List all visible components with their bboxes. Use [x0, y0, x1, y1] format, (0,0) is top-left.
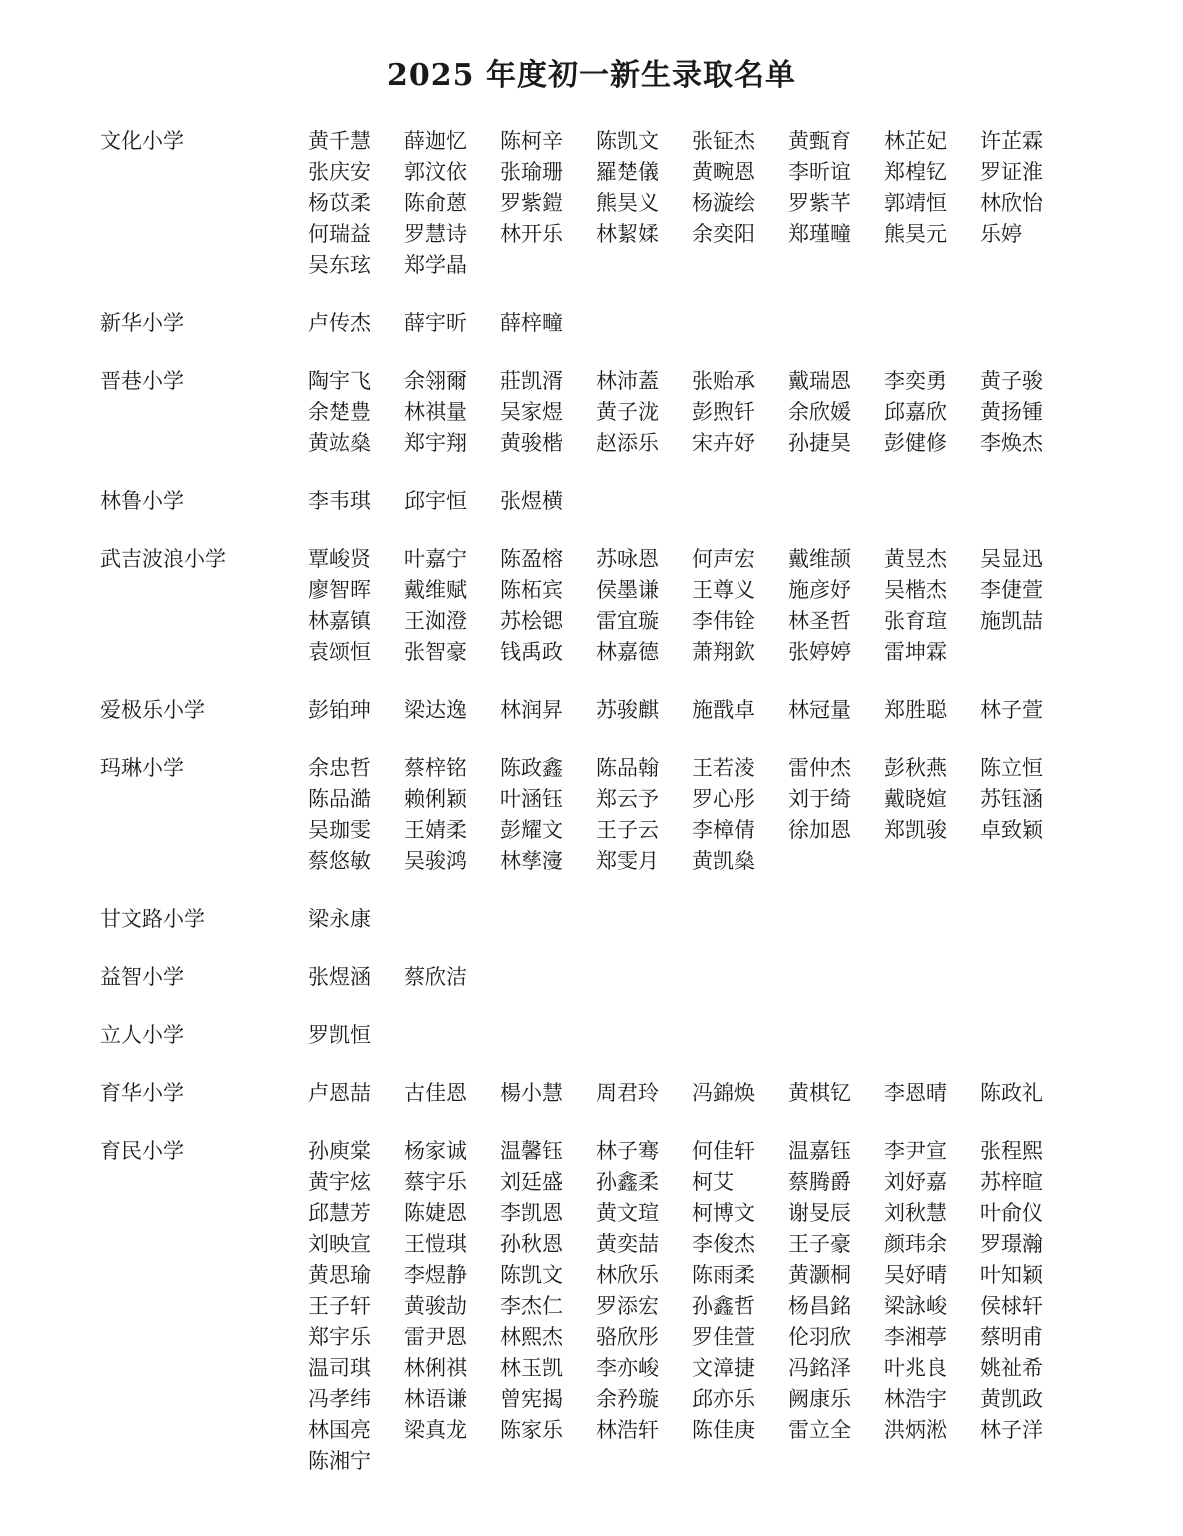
student-name: 余忠哲 — [308, 756, 371, 780]
student-name: 钱禹政 — [500, 640, 563, 664]
student-name: 林子萱 — [980, 698, 1043, 722]
student-name: 李尹宣 — [884, 1139, 947, 1163]
student-name: 陈品翰 — [596, 756, 659, 780]
student-name: 李焕杰 — [980, 431, 1043, 455]
student-name: 陶宇飞 — [308, 369, 371, 393]
student-name: 李凯恩 — [500, 1201, 563, 1225]
student-name: 张婷婷 — [788, 640, 851, 664]
student-name: 叶知颖 — [980, 1263, 1043, 1287]
student-name: 黄思瑜 — [308, 1263, 371, 1287]
school-name: 林鲁小学 — [100, 489, 184, 513]
student-name: 林孳濅 — [500, 849, 563, 873]
student-name: 陈俞蒽 — [404, 191, 467, 215]
student-name: 孙捷昊 — [788, 431, 851, 455]
student-name: 李煜静 — [404, 1263, 467, 1287]
student-name: 黄文瑄 — [596, 1201, 659, 1225]
student-name: 阙康乐 — [788, 1387, 851, 1411]
student-name: 雷坤霖 — [884, 640, 947, 664]
student-name: 林润昇 — [500, 698, 563, 722]
student-name: 郑学晶 — [404, 253, 467, 277]
school-name: 立人小学 — [100, 1023, 184, 1047]
student-name: 吴骏鸿 — [404, 849, 467, 873]
student-name: 王子云 — [596, 818, 659, 842]
student-name: 卢恩喆 — [308, 1081, 371, 1105]
student-name: 文漳捷 — [692, 1356, 755, 1380]
student-name: 邱嘉欣 — [884, 400, 947, 424]
student-name: 黄宇炫 — [308, 1170, 371, 1194]
student-name: 侯梂轩 — [980, 1294, 1043, 1318]
student-name: 林国亮 — [308, 1418, 371, 1442]
student-name: 吴妤晴 — [884, 1263, 947, 1287]
student-name: 骆欣彤 — [596, 1325, 659, 1349]
student-name: 黄千慧 — [308, 129, 371, 153]
student-name: 林芷妃 — [884, 129, 947, 153]
school-name: 文化小学 — [100, 129, 184, 153]
student-name: 罗慧诗 — [404, 222, 467, 246]
student-name: 羅楚儀 — [596, 160, 659, 184]
student-name: 吴楷杰 — [884, 578, 947, 602]
student-name-list — [308, 695, 1078, 726]
student-name: 邱亦乐 — [692, 1387, 755, 1411]
student-name: 林熙杰 — [500, 1325, 563, 1349]
student-name: 施凯喆 — [980, 609, 1043, 633]
student-name: 黄畹恩 — [692, 160, 755, 184]
student-name: 卓致颖 — [980, 818, 1043, 842]
student-name-list — [308, 904, 1078, 935]
student-name: 刘于绮 — [788, 787, 851, 811]
student-name-list — [308, 544, 1078, 668]
student-name: 雷立全 — [788, 1418, 851, 1442]
student-name: 孙鑫哲 — [692, 1294, 755, 1318]
student-name: 郑雯月 — [596, 849, 659, 873]
student-name: 黄灏桐 — [788, 1263, 851, 1287]
student-name: 林嘉镇 — [308, 609, 371, 633]
student-name: 蔡宇乐 — [404, 1170, 467, 1194]
student-name: 林絜媃 — [596, 222, 659, 246]
student-name: 柯艾 — [692, 1170, 734, 1194]
student-name: 叶嘉宁 — [404, 547, 467, 571]
student-name: 王若淩 — [692, 756, 755, 780]
student-name: 薛宇昕 — [404, 311, 467, 335]
student-name: 黄凯燊 — [692, 849, 755, 873]
student-name: 孙庾棠 — [308, 1139, 371, 1163]
school-section — [0, 1136, 1183, 1504]
student-name: 戴维赋 — [404, 578, 467, 602]
student-name: 徐加恩 — [788, 818, 851, 842]
student-name: 余欣媛 — [788, 400, 851, 424]
student-name: 郑凯骏 — [884, 818, 947, 842]
school-section — [0, 126, 1183, 308]
student-name: 张庆安 — [308, 160, 371, 184]
student-name: 陈雨柔 — [692, 1263, 755, 1287]
student-name: 薛迦忆 — [404, 129, 467, 153]
student-name: 郭靖恒 — [884, 191, 947, 215]
student-name: 蔡腾爵 — [788, 1170, 851, 1194]
school-list — [0, 126, 1183, 1504]
student-name: 雷尹恩 — [404, 1325, 467, 1349]
student-name: 叶涵钰 — [500, 787, 563, 811]
student-name: 林浩轩 — [596, 1418, 659, 1442]
student-name: 黄棋钇 — [788, 1081, 851, 1105]
student-name: 黄凯政 — [980, 1387, 1043, 1411]
student-name: 廖智晖 — [308, 578, 371, 602]
student-name: 林冠量 — [788, 698, 851, 722]
student-name: 柯博文 — [692, 1201, 755, 1225]
student-name: 黄子泷 — [596, 400, 659, 424]
student-name: 王愷琪 — [404, 1232, 467, 1256]
student-name: 楊小慧 — [500, 1081, 563, 1105]
student-name: 蔡欣洁 — [404, 965, 467, 989]
student-name: 蔡明甫 — [980, 1325, 1043, 1349]
student-name: 林浩宇 — [884, 1387, 947, 1411]
student-name: 陈盈榕 — [500, 547, 563, 571]
student-name: 古佳恩 — [404, 1081, 467, 1105]
student-name: 林欣怡 — [980, 191, 1043, 215]
student-name: 黄骏劼 — [404, 1294, 467, 1318]
student-name: 余奕阳 — [692, 222, 755, 246]
student-name: 乐婷 — [980, 222, 1022, 246]
student-name: 李倢萱 — [980, 578, 1043, 602]
student-name: 彭健修 — [884, 431, 947, 455]
school-section — [0, 1078, 1183, 1136]
student-name: 王子轩 — [308, 1294, 371, 1318]
student-name: 余矜璇 — [596, 1387, 659, 1411]
student-name: 杨家诚 — [404, 1139, 467, 1163]
student-name: 梁真龙 — [404, 1418, 467, 1442]
student-name: 张程熙 — [980, 1139, 1043, 1163]
student-name: 林沛蓋 — [596, 369, 659, 393]
student-name: 孙鑫柔 — [596, 1170, 659, 1194]
student-name: 林欣乐 — [596, 1263, 659, 1287]
student-name: 何佳轩 — [692, 1139, 755, 1163]
school-section — [0, 1020, 1183, 1078]
school-section — [0, 962, 1183, 1020]
student-name: 赵添乐 — [596, 431, 659, 455]
student-name: 冯孝纬 — [308, 1387, 371, 1411]
student-name: 梁达逸 — [404, 698, 467, 722]
student-name: 郑宇乐 — [308, 1325, 371, 1349]
student-name: 李昕谊 — [788, 160, 851, 184]
student-name: 陈立恒 — [980, 756, 1043, 780]
school-name: 育华小学 — [100, 1081, 184, 1105]
student-name: 陈政礼 — [980, 1081, 1043, 1105]
page-title: 2025 年度初一新生录取名单 — [387, 58, 796, 93]
student-name: 苏钰涵 — [980, 787, 1043, 811]
student-name: 张煜涵 — [308, 965, 371, 989]
student-name: 罗璟瀚 — [980, 1232, 1043, 1256]
student-name-list — [308, 126, 1078, 281]
student-name: 宋卉妤 — [692, 431, 755, 455]
student-name: 彭煦钎 — [692, 400, 755, 424]
school-section — [0, 486, 1183, 544]
student-name: 郑宇翔 — [404, 431, 467, 455]
student-name: 梁詠峻 — [884, 1294, 947, 1318]
student-name: 何声宏 — [692, 547, 755, 571]
student-name: 熊昊元 — [884, 222, 947, 246]
student-name: 陈家乐 — [500, 1418, 563, 1442]
student-name: 张育瑄 — [884, 609, 947, 633]
student-name: 郑瑾疃 — [788, 222, 851, 246]
student-name: 苏梓暄 — [980, 1170, 1043, 1194]
student-name: 萧翔欽 — [692, 640, 755, 664]
student-name: 陈凯文 — [596, 129, 659, 153]
student-name: 林俐祺 — [404, 1356, 467, 1380]
student-name: 王婧柔 — [404, 818, 467, 842]
student-name: 颜玮余 — [884, 1232, 947, 1256]
student-name: 陈佳庚 — [692, 1418, 755, 1442]
student-name: 彭秋燕 — [884, 756, 947, 780]
student-name: 许芷霖 — [980, 129, 1043, 153]
student-name: 陈品澔 — [308, 787, 371, 811]
student-name-list — [308, 1078, 1078, 1109]
student-name: 罗心彤 — [692, 787, 755, 811]
student-name: 李伟铨 — [692, 609, 755, 633]
school-name: 育民小学 — [100, 1139, 184, 1163]
student-name: 黄甄育 — [788, 129, 851, 153]
student-name: 蔡悠敏 — [308, 849, 371, 873]
student-name-list — [308, 366, 1078, 459]
student-name: 陈政鑫 — [500, 756, 563, 780]
student-name: 吴显迅 — [980, 547, 1043, 571]
student-name: 郑云予 — [596, 787, 659, 811]
student-name: 邱慧芳 — [308, 1201, 371, 1225]
student-name: 洪炳淞 — [884, 1418, 947, 1442]
student-name: 罗添宏 — [596, 1294, 659, 1318]
student-name-list — [308, 1020, 1078, 1051]
student-name: 刘妤嘉 — [884, 1170, 947, 1194]
student-name-list — [308, 486, 1078, 517]
student-name: 陈湘宁 — [308, 1449, 371, 1473]
student-name: 杨苡柔 — [308, 191, 371, 215]
student-name: 莊凯湑 — [500, 369, 563, 393]
student-name: 赖俐颖 — [404, 787, 467, 811]
student-name: 黄骏楷 — [500, 431, 563, 455]
student-name: 叶兆良 — [884, 1356, 947, 1380]
student-name-list — [308, 753, 1078, 877]
student-name: 张智豪 — [404, 640, 467, 664]
student-name: 苏咏恩 — [596, 547, 659, 571]
student-name: 谢旻辰 — [788, 1201, 851, 1225]
student-name: 罗佳萱 — [692, 1325, 755, 1349]
student-name: 戴瑞恩 — [788, 369, 851, 393]
student-name: 黄竑燊 — [308, 431, 371, 455]
student-name: 姚祉希 — [980, 1356, 1043, 1380]
student-name: 陈凯文 — [500, 1263, 563, 1287]
student-name: 黄昱杰 — [884, 547, 947, 571]
student-name: 林语谦 — [404, 1387, 467, 1411]
student-name: 陈柯辛 — [500, 129, 563, 153]
student-name: 彭耀文 — [500, 818, 563, 842]
student-name: 戴维颉 — [788, 547, 851, 571]
student-name: 熊昊义 — [596, 191, 659, 215]
student-name: 李韦琪 — [308, 489, 371, 513]
student-name: 周君玲 — [596, 1081, 659, 1105]
student-name: 罗紫芊 — [788, 191, 851, 215]
student-name: 温嘉钰 — [788, 1139, 851, 1163]
student-name: 冯錦焕 — [692, 1081, 755, 1105]
student-name: 邱宇恒 — [404, 489, 467, 513]
student-name: 林玉凯 — [500, 1356, 563, 1380]
student-name: 林圣哲 — [788, 609, 851, 633]
student-name: 杨漩绘 — [692, 191, 755, 215]
student-name: 苏桧锶 — [500, 609, 563, 633]
student-name: 林嘉德 — [596, 640, 659, 664]
student-name: 林祺量 — [404, 400, 467, 424]
student-name: 梁永康 — [308, 907, 371, 931]
student-name: 苏骏麒 — [596, 698, 659, 722]
student-name: 施彦妤 — [788, 578, 851, 602]
student-name: 罗凯恒 — [308, 1023, 371, 1047]
student-name: 温馨钰 — [500, 1139, 563, 1163]
school-name: 新华小学 — [100, 311, 184, 335]
student-name: 雷宜璇 — [596, 609, 659, 633]
student-name: 林开乐 — [500, 222, 563, 246]
student-name: 吴珈雯 — [308, 818, 371, 842]
school-section — [0, 308, 1183, 366]
student-name: 曾宪揭 — [500, 1387, 563, 1411]
student-name-list — [308, 962, 1078, 993]
school-name: 武吉波浪小学 — [100, 547, 226, 571]
student-name: 黄奕喆 — [596, 1232, 659, 1256]
student-name: 余翎爾 — [404, 369, 467, 393]
student-name: 刘秋慧 — [884, 1201, 947, 1225]
student-name: 李恩晴 — [884, 1081, 947, 1105]
student-name: 薛梓疃 — [500, 311, 563, 335]
student-name: 李奕勇 — [884, 369, 947, 393]
student-name: 黄扬锺 — [980, 400, 1043, 424]
school-name: 爱极乐小学 — [100, 698, 205, 722]
student-name: 林子骞 — [596, 1139, 659, 1163]
student-name: 罗证淮 — [980, 160, 1043, 184]
student-name-list — [308, 1136, 1078, 1477]
student-name: 李亦峻 — [596, 1356, 659, 1380]
student-name: 王子豪 — [788, 1232, 851, 1256]
student-name: 温司琪 — [308, 1356, 371, 1380]
student-name: 袁颂恒 — [308, 640, 371, 664]
student-name: 林子洋 — [980, 1418, 1043, 1442]
school-name: 益智小学 — [100, 965, 184, 989]
student-name: 王洳澄 — [404, 609, 467, 633]
student-name: 覃峻贤 — [308, 547, 371, 571]
school-section — [0, 753, 1183, 904]
school-section — [0, 904, 1183, 962]
student-name: 郭汶依 — [404, 160, 467, 184]
student-name: 叶俞仪 — [980, 1201, 1043, 1225]
student-name: 杨昌銘 — [788, 1294, 851, 1318]
student-name: 王尊义 — [692, 578, 755, 602]
student-name: 何瑞益 — [308, 222, 371, 246]
student-name: 余楚豊 — [308, 400, 371, 424]
student-name: 冯銘泽 — [788, 1356, 851, 1380]
student-name-list — [308, 308, 1078, 339]
school-section — [0, 544, 1183, 695]
school-name: 甘文路小学 — [100, 907, 205, 931]
student-name: 张瑜珊 — [500, 160, 563, 184]
student-name: 张钲杰 — [692, 129, 755, 153]
student-name: 施戬卓 — [692, 698, 755, 722]
student-name: 李樟倩 — [692, 818, 755, 842]
school-name: 玛琳小学 — [100, 756, 184, 780]
student-name: 郑楻钇 — [884, 160, 947, 184]
student-name: 黄子骏 — [980, 369, 1043, 393]
student-name: 李俊杰 — [692, 1232, 755, 1256]
student-name: 李湘葶 — [884, 1325, 947, 1349]
student-name: 张贻承 — [692, 369, 755, 393]
student-name: 蔡梓铭 — [404, 756, 467, 780]
student-name: 罗紫鎧 — [500, 191, 563, 215]
student-name: 孙秋恩 — [500, 1232, 563, 1256]
student-name: 陈婕恩 — [404, 1201, 467, 1225]
school-section — [0, 366, 1183, 486]
student-name: 卢传杰 — [308, 311, 371, 335]
student-name: 陈柘宾 — [500, 578, 563, 602]
student-name: 雷仲杰 — [788, 756, 851, 780]
student-name: 彭铂珅 — [308, 698, 371, 722]
student-name: 刘映宣 — [308, 1232, 371, 1256]
student-name: 郑胜聪 — [884, 698, 947, 722]
student-name: 侯墨谦 — [596, 578, 659, 602]
student-name: 伦羽欣 — [788, 1325, 851, 1349]
student-name: 张煜横 — [500, 489, 563, 513]
school-name: 晋巷小学 — [100, 369, 184, 393]
student-name: 李杰仁 — [500, 1294, 563, 1318]
student-name: 戴晓媗 — [884, 787, 947, 811]
student-name: 刘廷盛 — [500, 1170, 563, 1194]
school-section — [0, 695, 1183, 753]
student-name: 吴东玹 — [308, 253, 371, 277]
student-name: 吴家煜 — [500, 400, 563, 424]
